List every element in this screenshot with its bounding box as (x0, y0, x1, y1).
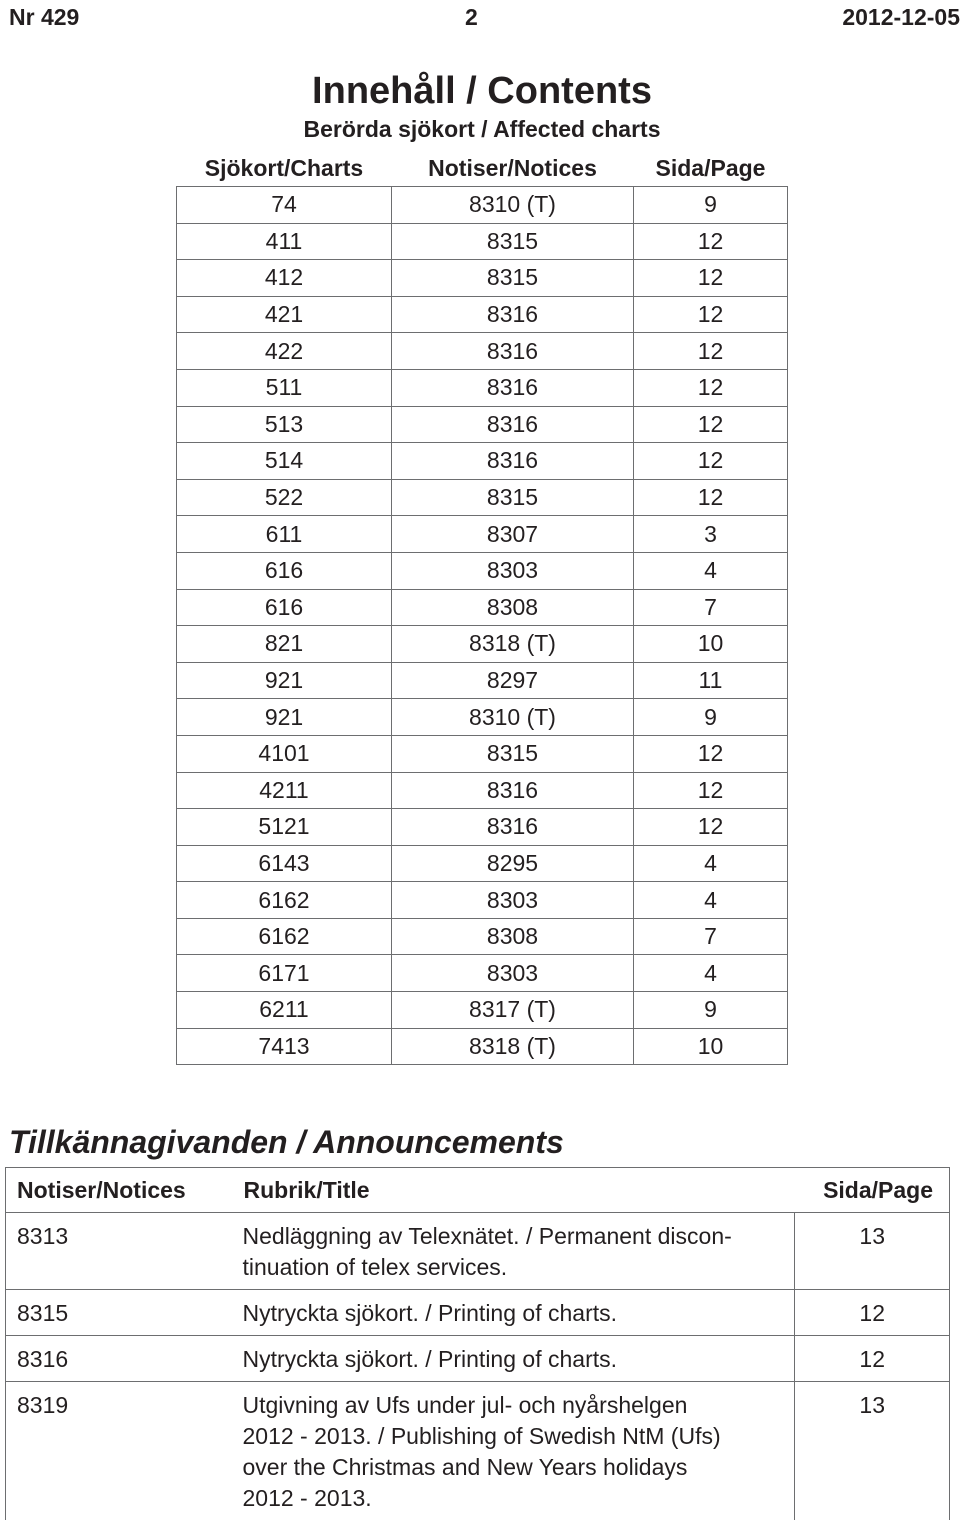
notice-number-cell: 8310 (T) (392, 187, 634, 224)
notice-number-cell: 8308 (392, 918, 634, 955)
announcement-title-line: over the Christmas and New Years holidays (243, 1452, 785, 1483)
announcement-page-cell: 13 (795, 1382, 950, 1520)
page-number-cell: 12 (634, 260, 788, 297)
table-row (177, 882, 788, 919)
page-number-cell: 12 (634, 443, 788, 480)
notice-number-cell: 8316 (392, 333, 634, 370)
announcements-table (5, 1167, 950, 1520)
table-row (177, 992, 788, 1029)
chart-number-cell: 421 (177, 296, 392, 333)
notice-number-cell: 8295 (392, 845, 634, 882)
page-number-cell: 10 (634, 1028, 788, 1065)
page-number-cell: 12 (634, 772, 788, 809)
ann-title-column-header: Rubrik/Title (233, 1168, 795, 1213)
chart-number-cell: 611 (177, 516, 392, 553)
table-row (177, 479, 788, 516)
page-title: Innehåll / Contents (0, 70, 960, 113)
page-number-cell: 4 (634, 955, 788, 992)
announcement-title-cell (233, 1336, 795, 1382)
chart-number-cell: 6211 (177, 992, 392, 1029)
announcement-title-cell (233, 1213, 795, 1290)
table-row (177, 406, 788, 443)
page-number-cell: 12 (634, 333, 788, 370)
table-row (177, 626, 788, 663)
page-number-cell: 12 (634, 406, 788, 443)
page-number-cell: 10 (634, 626, 788, 663)
notice-number-cell: 8316 (392, 296, 634, 333)
chart-number-cell: 422 (177, 333, 392, 370)
page-number-cell: 11 (634, 662, 788, 699)
table-row (6, 1290, 950, 1336)
page-number-cell: 9 (634, 187, 788, 224)
notice-number-cell: 8297 (392, 662, 634, 699)
page-subtitle: Berörda sjökort / Affected charts (0, 116, 960, 143)
table-row (6, 1382, 950, 1520)
charts-column-header: Sjökort/Charts (177, 150, 392, 187)
announcements-heading: Tillkännagivanden / Announcements (9, 1124, 564, 1161)
page-number-cell: 12 (634, 479, 788, 516)
announcement-title-cell (233, 1382, 795, 1520)
announcements-header-row (6, 1168, 950, 1213)
chart-number-cell: 921 (177, 699, 392, 736)
table-row (6, 1336, 950, 1382)
table-row (177, 699, 788, 736)
charts-table-body (177, 187, 788, 1065)
page-number-cell: 7 (634, 918, 788, 955)
table-row (177, 772, 788, 809)
announcements-table-body (6, 1213, 950, 1520)
chart-number-cell: 4101 (177, 735, 392, 772)
ann-page-column-header: Sida/Page (795, 1168, 950, 1213)
table-row (177, 589, 788, 626)
table-row (177, 187, 788, 224)
table-row (177, 296, 788, 333)
page-column-header: Sida/Page (634, 150, 788, 187)
notice-number-cell: 8303 (392, 882, 634, 919)
table-row (177, 735, 788, 772)
table-row (177, 662, 788, 699)
chart-number-cell: 921 (177, 662, 392, 699)
notice-number-cell: 8316 (392, 369, 634, 406)
notice-number-cell: 8315 (392, 223, 634, 260)
announcement-notice-cell: 8315 (6, 1290, 233, 1336)
notice-number-cell: 8315 (392, 479, 634, 516)
notice-number-cell: 8316 (392, 809, 634, 846)
notice-number-cell: 8318 (T) (392, 626, 634, 663)
page-number-cell: 12 (634, 296, 788, 333)
announcement-title-line: Utgivning av Ufs under jul- och nyårshelgen (243, 1390, 785, 1421)
chart-number-cell: 4211 (177, 772, 392, 809)
page-number-cell: 4 (634, 552, 788, 589)
announcement-notice-cell: 8316 (6, 1336, 233, 1382)
table-row (177, 516, 788, 553)
announcement-title-line: 2012 - 2013. (243, 1483, 785, 1514)
chart-number-cell: 511 (177, 369, 392, 406)
issue-number: Nr 429 (9, 4, 79, 31)
ann-notices-column-header: Notiser/Notices (6, 1168, 233, 1213)
table-row (177, 918, 788, 955)
chart-number-cell: 6162 (177, 918, 392, 955)
announcement-title-line: Nytryckta sjökort. / Printing of charts. (243, 1298, 785, 1329)
charts-header-row (177, 150, 788, 187)
notices-column-header: Notiser/Notices (392, 150, 634, 187)
chart-number-cell: 821 (177, 626, 392, 663)
notice-number-cell: 8303 (392, 552, 634, 589)
announcement-page-cell: 13 (795, 1213, 950, 1290)
chart-number-cell: 513 (177, 406, 392, 443)
table-row (177, 443, 788, 480)
table-row (177, 223, 788, 260)
page-number-cell: 4 (634, 882, 788, 919)
page-number-cell: 9 (634, 992, 788, 1029)
announcement-title-line: 2012 - 2013. / Publishing of Swedish NtM (Ufs) (243, 1421, 785, 1452)
announcement-page-cell: 12 (795, 1336, 950, 1382)
notice-number-cell: 8316 (392, 406, 634, 443)
table-row (177, 260, 788, 297)
announcement-title-cell (233, 1290, 795, 1336)
table-row (177, 809, 788, 846)
announcement-title-line: Nedläggning av Telexnätet. / Permanent discon- (243, 1221, 785, 1252)
table-row (177, 1028, 788, 1065)
chart-number-cell: 6171 (177, 955, 392, 992)
table-row (6, 1213, 950, 1290)
notice-number-cell: 8318 (T) (392, 1028, 634, 1065)
chart-number-cell: 411 (177, 223, 392, 260)
table-row (177, 845, 788, 882)
table-row (177, 333, 788, 370)
notice-number-cell: 8308 (392, 589, 634, 626)
notice-number-cell: 8316 (392, 443, 634, 480)
table-row (177, 369, 788, 406)
notice-number-cell: 8317 (T) (392, 992, 634, 1029)
chart-number-cell: 522 (177, 479, 392, 516)
chart-number-cell: 616 (177, 589, 392, 626)
notice-number-cell: 8315 (392, 735, 634, 772)
chart-number-cell: 6162 (177, 882, 392, 919)
page-number-cell: 12 (634, 369, 788, 406)
announcement-page-cell: 12 (795, 1290, 950, 1336)
chart-number-cell: 6143 (177, 845, 392, 882)
notice-number-cell: 8303 (392, 955, 634, 992)
chart-number-cell: 616 (177, 552, 392, 589)
table-row (177, 552, 788, 589)
page-number-cell: 12 (634, 809, 788, 846)
chart-number-cell: 412 (177, 260, 392, 297)
page-number-cell: 3 (634, 516, 788, 553)
affected-charts-table (176, 150, 788, 1065)
page-number-cell: 9 (634, 699, 788, 736)
chart-number-cell: 514 (177, 443, 392, 480)
table-row (177, 955, 788, 992)
announcement-title-line: tinuation of telex services. (243, 1252, 785, 1283)
page-number: 2 (465, 4, 478, 31)
chart-number-cell: 74 (177, 187, 392, 224)
notice-number-cell: 8310 (T) (392, 699, 634, 736)
page-number-cell: 12 (634, 735, 788, 772)
notice-number-cell: 8315 (392, 260, 634, 297)
chart-number-cell: 7413 (177, 1028, 392, 1065)
notice-number-cell: 8307 (392, 516, 634, 553)
announcement-notice-cell: 8319 (6, 1382, 233, 1520)
announcement-title-line: Nytryckta sjökort. / Printing of charts. (243, 1344, 785, 1375)
notice-number-cell: 8316 (392, 772, 634, 809)
page-number-cell: 7 (634, 589, 788, 626)
announcement-notice-cell: 8313 (6, 1213, 233, 1290)
issue-date: 2012-12-05 (842, 4, 960, 31)
page-number-cell: 12 (634, 223, 788, 260)
page-number-cell: 4 (634, 845, 788, 882)
chart-number-cell: 5121 (177, 809, 392, 846)
